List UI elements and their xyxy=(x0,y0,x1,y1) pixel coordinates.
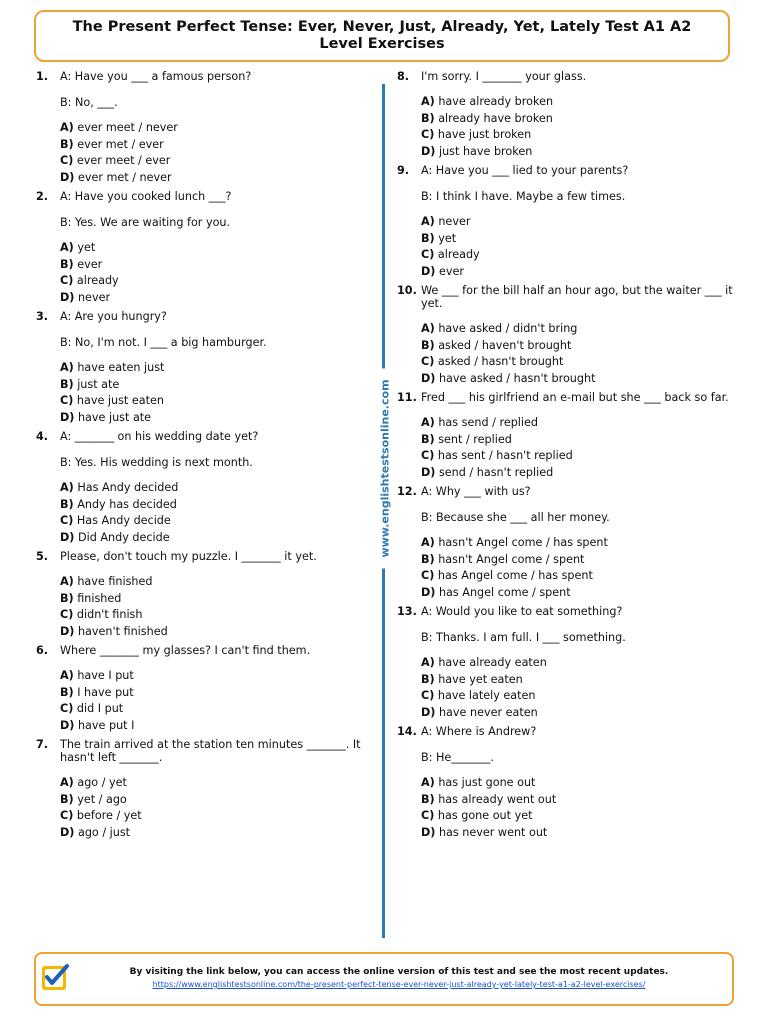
option[interactable] xyxy=(60,273,376,290)
option-text: has Angel come / spent xyxy=(438,585,571,599)
option-list xyxy=(60,360,376,426)
option-list xyxy=(421,321,737,387)
option-letter: B) xyxy=(421,111,435,125)
option-text: sent / replied xyxy=(438,432,512,446)
option-text: already xyxy=(76,274,119,287)
option[interactable] xyxy=(60,530,376,547)
option[interactable] xyxy=(60,257,376,274)
option-letter: A) xyxy=(421,95,435,108)
question xyxy=(397,70,737,160)
option[interactable] xyxy=(60,685,376,702)
question-response: B: Thanks. I am full. I ___ something. xyxy=(421,631,626,644)
option-letter: D) xyxy=(421,264,436,278)
option-text: hasn't Angel come / spent xyxy=(438,552,585,566)
option[interactable] xyxy=(60,792,376,809)
option-letter: D) xyxy=(60,718,75,732)
option-letter: B) xyxy=(60,591,74,605)
right-column xyxy=(397,70,737,841)
option[interactable] xyxy=(421,247,737,264)
option-letter: C) xyxy=(60,394,74,407)
option-text: have just eaten xyxy=(76,394,164,407)
option-letter: D) xyxy=(421,825,436,839)
option-text: have already broken xyxy=(438,95,554,108)
question-text: A: Where is Andrew? xyxy=(421,725,537,738)
option[interactable] xyxy=(421,214,737,231)
option[interactable] xyxy=(421,465,737,482)
option[interactable] xyxy=(421,371,737,388)
option-letter: B) xyxy=(421,792,435,806)
option-list xyxy=(60,480,376,546)
question-text: A: Would you like to eat something? xyxy=(421,605,623,618)
option-letter: D) xyxy=(421,371,436,385)
option-letter: D) xyxy=(60,170,75,184)
option[interactable] xyxy=(60,624,376,641)
option-text: already have broken xyxy=(438,111,553,125)
option-letter: C) xyxy=(60,154,74,167)
option-letter: A) xyxy=(60,361,74,374)
option-list xyxy=(60,120,376,186)
option[interactable] xyxy=(60,808,376,825)
option-letter: B) xyxy=(421,672,435,686)
option-letter: D) xyxy=(60,410,75,424)
question xyxy=(36,550,376,640)
option-letter: A) xyxy=(60,481,74,494)
option-text: have never eaten xyxy=(438,705,538,719)
option-letter: D) xyxy=(60,825,75,839)
option-text: asked / haven't brought xyxy=(438,338,572,352)
option-list xyxy=(421,94,737,160)
option-text: didn't finish xyxy=(76,608,143,621)
option[interactable] xyxy=(60,775,376,792)
option-letter: A) xyxy=(421,215,435,228)
option[interactable] xyxy=(421,354,737,371)
option-letter: B) xyxy=(60,377,74,391)
option[interactable] xyxy=(60,607,376,624)
option-letter: C) xyxy=(60,702,74,715)
page-title: The Present Perfect Tense: Ever, Never, Just, Already, Yet, Lately Test A1 A2 Level Exercises xyxy=(72,19,692,52)
option-text: have asked / hasn't brought xyxy=(438,371,596,385)
option-text: ever meet / never xyxy=(77,121,178,134)
option-letter: A) xyxy=(421,776,435,789)
question-response: B: No, I'm not. I ___ a big hamburger. xyxy=(60,336,267,349)
question-number: 8. xyxy=(397,70,410,83)
option-letter: C) xyxy=(60,274,74,287)
question-text: A: _______ on his wedding date yet? xyxy=(60,430,259,443)
option[interactable] xyxy=(60,701,376,718)
option-letter: A) xyxy=(60,241,74,254)
option-letter: A) xyxy=(60,121,74,134)
question-response: B: I think I have. Maybe a few times. xyxy=(421,190,626,203)
question xyxy=(397,164,737,280)
option[interactable] xyxy=(421,321,737,338)
option-text: just ate xyxy=(77,377,120,391)
option-text: hasn't Angel come / has spent xyxy=(438,536,608,549)
option[interactable] xyxy=(421,415,737,432)
option-text: has Angel come / has spent xyxy=(437,569,593,582)
option[interactable] xyxy=(60,718,376,735)
option[interactable] xyxy=(421,127,737,144)
question xyxy=(36,70,376,186)
option[interactable] xyxy=(60,153,376,170)
option-text: yet / ago xyxy=(77,792,127,806)
option-letter: C) xyxy=(60,809,74,822)
option-letter: C) xyxy=(421,569,435,582)
option-text: haven't finished xyxy=(77,624,168,638)
option-text: has sent / hasn't replied xyxy=(437,449,573,462)
question-number: 13. xyxy=(397,605,417,618)
question-number: 11. xyxy=(397,391,417,404)
option-text: has gone out yet xyxy=(437,809,533,822)
option-letter: B) xyxy=(421,552,435,566)
question-response: B: No, ___. xyxy=(60,96,118,109)
question-number: 9. xyxy=(397,164,410,177)
footer-link[interactable]: https://www.englishtestsonline.com/the-present-perfect-tense-ever-never-just-already-yet-lately-test-a1-a2-level-exercises/ xyxy=(152,980,646,989)
option[interactable] xyxy=(421,585,737,602)
option-text: finished xyxy=(77,591,122,605)
option-letter: B) xyxy=(60,257,74,271)
question-text: We ___ for the bill half an hour ago, but the waiter ___ it yet. xyxy=(421,284,733,310)
option-text: has send / replied xyxy=(438,416,538,429)
option-text: ever xyxy=(77,257,103,271)
question xyxy=(36,738,376,841)
question-text: Fred ___ his girlfriend an e-mail but she ___ back so far. xyxy=(421,391,729,404)
question-number: 3. xyxy=(36,310,49,323)
option-letter: D) xyxy=(60,624,75,638)
option-letter: D) xyxy=(60,530,75,544)
option-text: ago / just xyxy=(77,825,131,839)
option-text: yet xyxy=(438,231,457,245)
question-text: A: Why ___ with us? xyxy=(421,485,531,498)
option-letter: A) xyxy=(421,656,435,669)
option[interactable] xyxy=(60,513,376,530)
option-letter: B) xyxy=(60,497,74,511)
question-text: The train arrived at the station ten minutes _______. It hasn't left _______. xyxy=(60,738,361,764)
option-text: Has Andy decide xyxy=(76,514,171,527)
option-text: has already went out xyxy=(438,792,557,806)
question-number: 12. xyxy=(397,485,417,498)
question-number: 10. xyxy=(397,284,417,297)
question-text: A: Have you ___ a famous person? xyxy=(60,70,252,83)
option-text: yet xyxy=(77,241,96,254)
option[interactable] xyxy=(60,393,376,410)
option-text: have put I xyxy=(77,718,135,732)
option-text: send / hasn't replied xyxy=(438,465,554,479)
option-text: have yet eaten xyxy=(438,672,523,686)
option-text: has never went out xyxy=(438,825,548,839)
question xyxy=(36,190,376,306)
option-letter: D) xyxy=(421,465,436,479)
question-number: 6. xyxy=(36,644,49,657)
option[interactable] xyxy=(60,290,376,307)
footer-box xyxy=(34,952,734,1006)
option-letter: A) xyxy=(60,776,74,789)
option-letter: D) xyxy=(421,585,436,599)
option-list xyxy=(60,240,376,306)
option-letter: D) xyxy=(421,705,436,719)
option-letter: B) xyxy=(421,231,435,245)
option[interactable] xyxy=(421,144,737,161)
watermark-text: www.englishtestsonline.com xyxy=(379,369,392,569)
option-text: have already eaten xyxy=(438,656,547,669)
option-text: Andy has decided xyxy=(77,497,177,511)
option[interactable] xyxy=(421,655,737,672)
option[interactable] xyxy=(60,377,376,394)
question-text: Please, don't touch my puzzle. I _______ it yet. xyxy=(60,550,317,563)
footer-text: By visiting the link below, you can access the online version of this test and see the most recent updates. xyxy=(129,967,669,977)
option-text: have finished xyxy=(77,575,153,588)
question-number: 1. xyxy=(36,70,49,83)
option[interactable] xyxy=(421,672,737,689)
option[interactable] xyxy=(421,535,737,552)
option-letter: A) xyxy=(60,575,74,588)
option[interactable] xyxy=(421,448,737,465)
question xyxy=(397,391,737,481)
option-letter: C) xyxy=(60,514,74,527)
option[interactable] xyxy=(421,231,737,248)
option-text: asked / hasn't brought xyxy=(437,355,564,368)
option-text: have just broken xyxy=(437,128,532,141)
option-text: before / yet xyxy=(76,809,142,822)
option[interactable] xyxy=(60,668,376,685)
option-letter: D) xyxy=(421,144,436,158)
option-list xyxy=(421,775,737,841)
option-text: have eaten just xyxy=(77,361,165,374)
question-number: 5. xyxy=(36,550,49,563)
option[interactable] xyxy=(421,338,737,355)
option-letter: C) xyxy=(421,689,435,702)
option-letter: C) xyxy=(421,248,435,261)
option[interactable] xyxy=(421,568,737,585)
question xyxy=(36,430,376,546)
question-text: A: Have you cooked lunch ___? xyxy=(60,190,232,203)
option[interactable] xyxy=(421,792,737,809)
option-letter: B) xyxy=(421,338,435,352)
option-letter: C) xyxy=(421,809,435,822)
option-letter: B) xyxy=(60,685,74,699)
question xyxy=(36,644,376,734)
option-letter: B) xyxy=(60,792,74,806)
option-text: never xyxy=(438,215,471,228)
option-letter: C) xyxy=(421,355,435,368)
question-text: A: Are you hungry? xyxy=(60,310,167,323)
option-list xyxy=(60,668,376,734)
question xyxy=(397,605,737,721)
option-letter: A) xyxy=(421,416,435,429)
option-text: have asked / didn't bring xyxy=(438,322,578,335)
option[interactable] xyxy=(60,170,376,187)
question-response: B: Because she ___ all her money. xyxy=(421,511,610,524)
option[interactable] xyxy=(60,574,376,591)
question-response: B: He_______. xyxy=(421,751,495,764)
question xyxy=(397,485,737,601)
option-list xyxy=(421,415,737,481)
option-text: have just ate xyxy=(77,410,152,424)
option[interactable] xyxy=(421,432,737,449)
option-text: Did Andy decide xyxy=(77,530,170,544)
question-text: I'm sorry. I _______ your glass. xyxy=(421,70,587,83)
option-letter: D) xyxy=(60,290,75,304)
option[interactable] xyxy=(60,825,376,842)
option[interactable] xyxy=(60,240,376,257)
option-text: ever met / ever xyxy=(77,137,164,151)
option-text: have I put xyxy=(77,669,134,682)
option-letter: A) xyxy=(421,322,435,335)
option[interactable] xyxy=(60,497,376,514)
option-text: have lately eaten xyxy=(437,689,536,702)
option-text: ever meet / ever xyxy=(76,154,171,167)
question-number: 7. xyxy=(36,738,49,751)
option[interactable] xyxy=(60,410,376,427)
option[interactable] xyxy=(60,360,376,377)
title-box xyxy=(34,10,730,62)
option[interactable] xyxy=(60,591,376,608)
option[interactable] xyxy=(421,94,737,111)
option-text: has just gone out xyxy=(438,776,536,789)
question-response: B: Yes. His wedding is next month. xyxy=(60,456,253,469)
question xyxy=(36,310,376,426)
option-text: I have put xyxy=(77,685,134,699)
option-letter: C) xyxy=(421,128,435,141)
option[interactable] xyxy=(421,808,737,825)
option-letter: A) xyxy=(421,536,435,549)
question-text: A: Have you ___ lied to your parents? xyxy=(421,164,629,177)
option[interactable] xyxy=(421,775,737,792)
option[interactable] xyxy=(421,705,737,722)
question-number: 4. xyxy=(36,430,49,443)
option-letter: B) xyxy=(60,137,74,151)
option-list xyxy=(421,535,737,601)
question-number: 2. xyxy=(36,190,49,203)
question xyxy=(397,725,737,841)
question-response: B: Yes. We are waiting for you. xyxy=(60,216,231,229)
option-text: ago / yet xyxy=(77,776,127,789)
option[interactable] xyxy=(60,120,376,137)
option[interactable] xyxy=(421,688,737,705)
option-list xyxy=(60,574,376,640)
option-list xyxy=(421,655,737,721)
option-text: just have broken xyxy=(438,144,533,158)
question-text: Where _______ my glasses? I can't find them. xyxy=(60,644,311,657)
option-letter: B) xyxy=(421,432,435,446)
option[interactable] xyxy=(421,825,737,842)
option[interactable] xyxy=(421,111,737,128)
option-text: ever met / never xyxy=(77,170,172,184)
option-text: never xyxy=(77,290,111,304)
option-text: already xyxy=(437,248,480,261)
option-list xyxy=(421,214,737,280)
option-text: did I put xyxy=(76,702,124,715)
option-text: Has Andy decided xyxy=(77,481,179,494)
left-column xyxy=(36,70,376,841)
option[interactable] xyxy=(421,552,737,569)
option-text: ever xyxy=(438,264,464,278)
checkbox-check-icon xyxy=(40,962,70,992)
option[interactable] xyxy=(60,137,376,154)
option[interactable] xyxy=(421,264,737,281)
option-list xyxy=(60,775,376,841)
option[interactable] xyxy=(60,480,376,497)
option-letter: A) xyxy=(60,669,74,682)
option-letter: C) xyxy=(421,449,435,462)
option-letter: C) xyxy=(60,608,74,621)
question-number: 14. xyxy=(397,725,417,738)
question xyxy=(397,284,737,387)
